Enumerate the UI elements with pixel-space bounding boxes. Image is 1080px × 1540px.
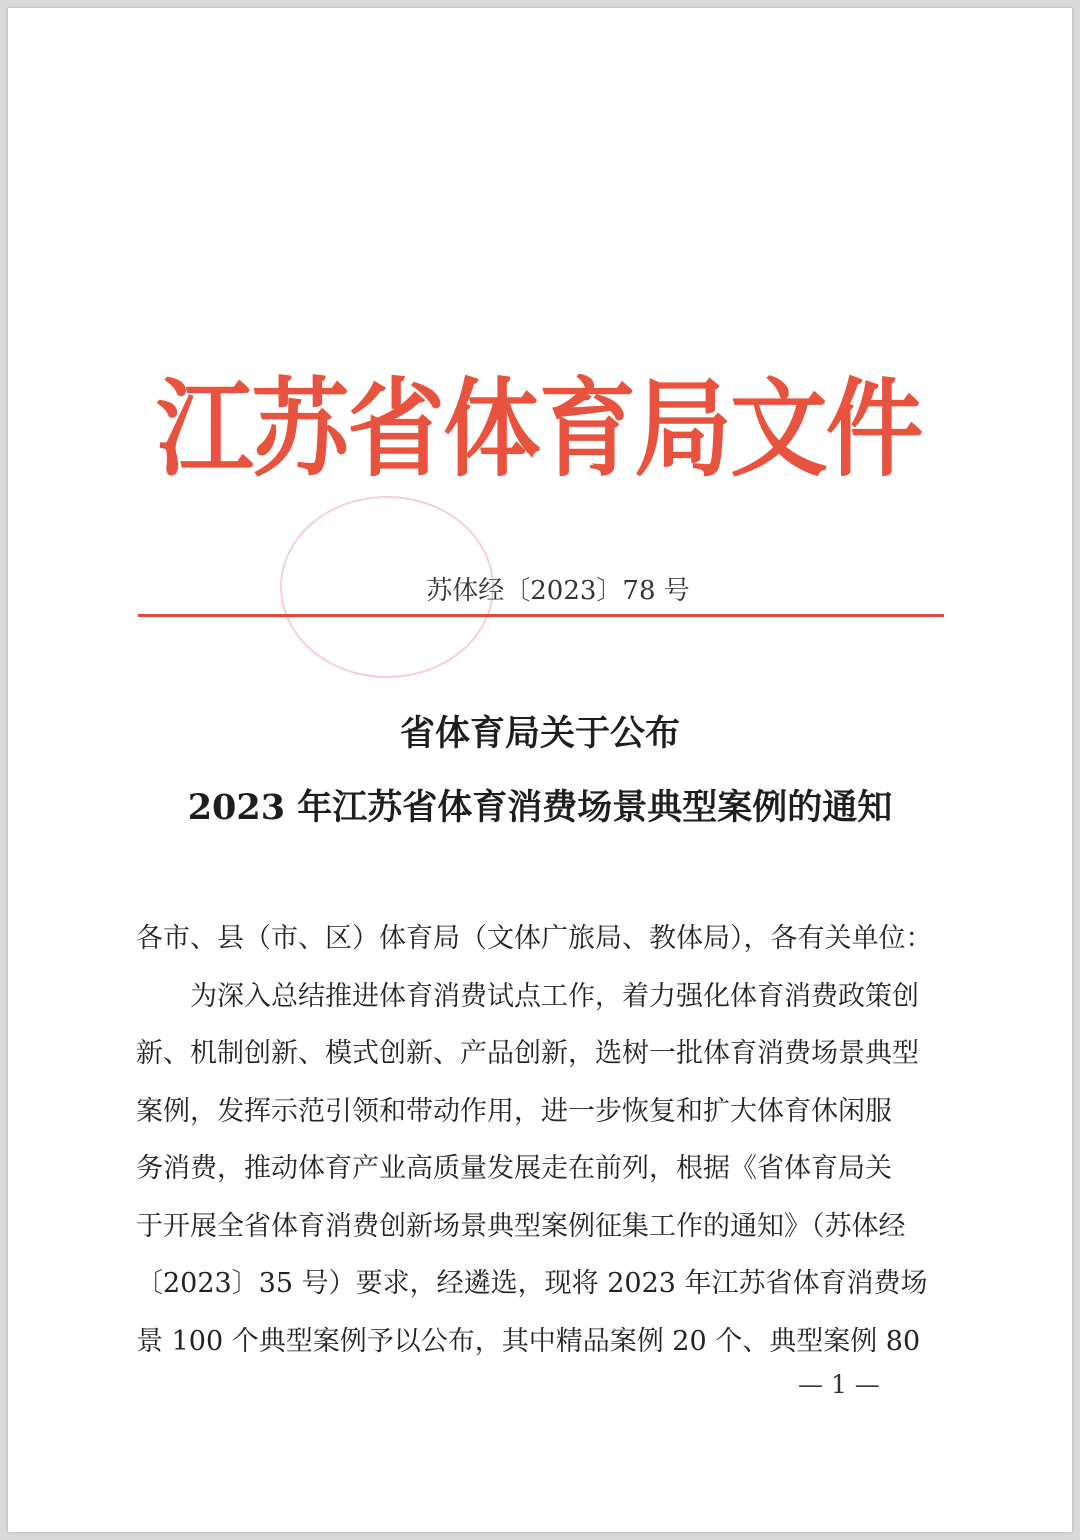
document-number: 苏体经〔2023〕78 号 (426, 576, 690, 606)
masthead-title: 江苏省体育局文件 (156, 368, 922, 491)
body-line: 新、机制创新、模式创新、产品创新，选树一批体育消费场景典型 (136, 1038, 919, 1069)
body-line: 于开展全省体育消费创新场景典型案例征集工作的通知》（苏体经 (136, 1211, 906, 1242)
body-line: 务消费，推动体育产业高质量发展走在前列，根据《省体育局关 (136, 1153, 892, 1184)
body-line: 〔2023〕35 号）要求，经遴选，现将 2023 年江苏省体育消费场 (136, 1268, 928, 1299)
notice-title-line-1: 省体育局关于公布 (399, 713, 680, 754)
body-line: 案例，发挥示范引领和带动作用，进一步恢复和扩大体育休闲服 (136, 1096, 892, 1127)
red-divider-line (138, 614, 944, 617)
body-line: 各市、县（市、区）体育局（文体广旅局、教体局），各有关单位： (136, 923, 933, 954)
page-number: — 1 — (798, 1370, 880, 1399)
notice-title-line-2: 2023 年江苏省体育消费场景典型案例的通知 (187, 787, 893, 828)
body-line: 为深入总结推进体育消费试点工作，着力强化体育消费政策创 (136, 981, 919, 1012)
body-line: 景 100 个典型案例予以公布，其中精品案例 20 个、典型案例 80 (136, 1326, 921, 1357)
document-page (8, 8, 1072, 1532)
